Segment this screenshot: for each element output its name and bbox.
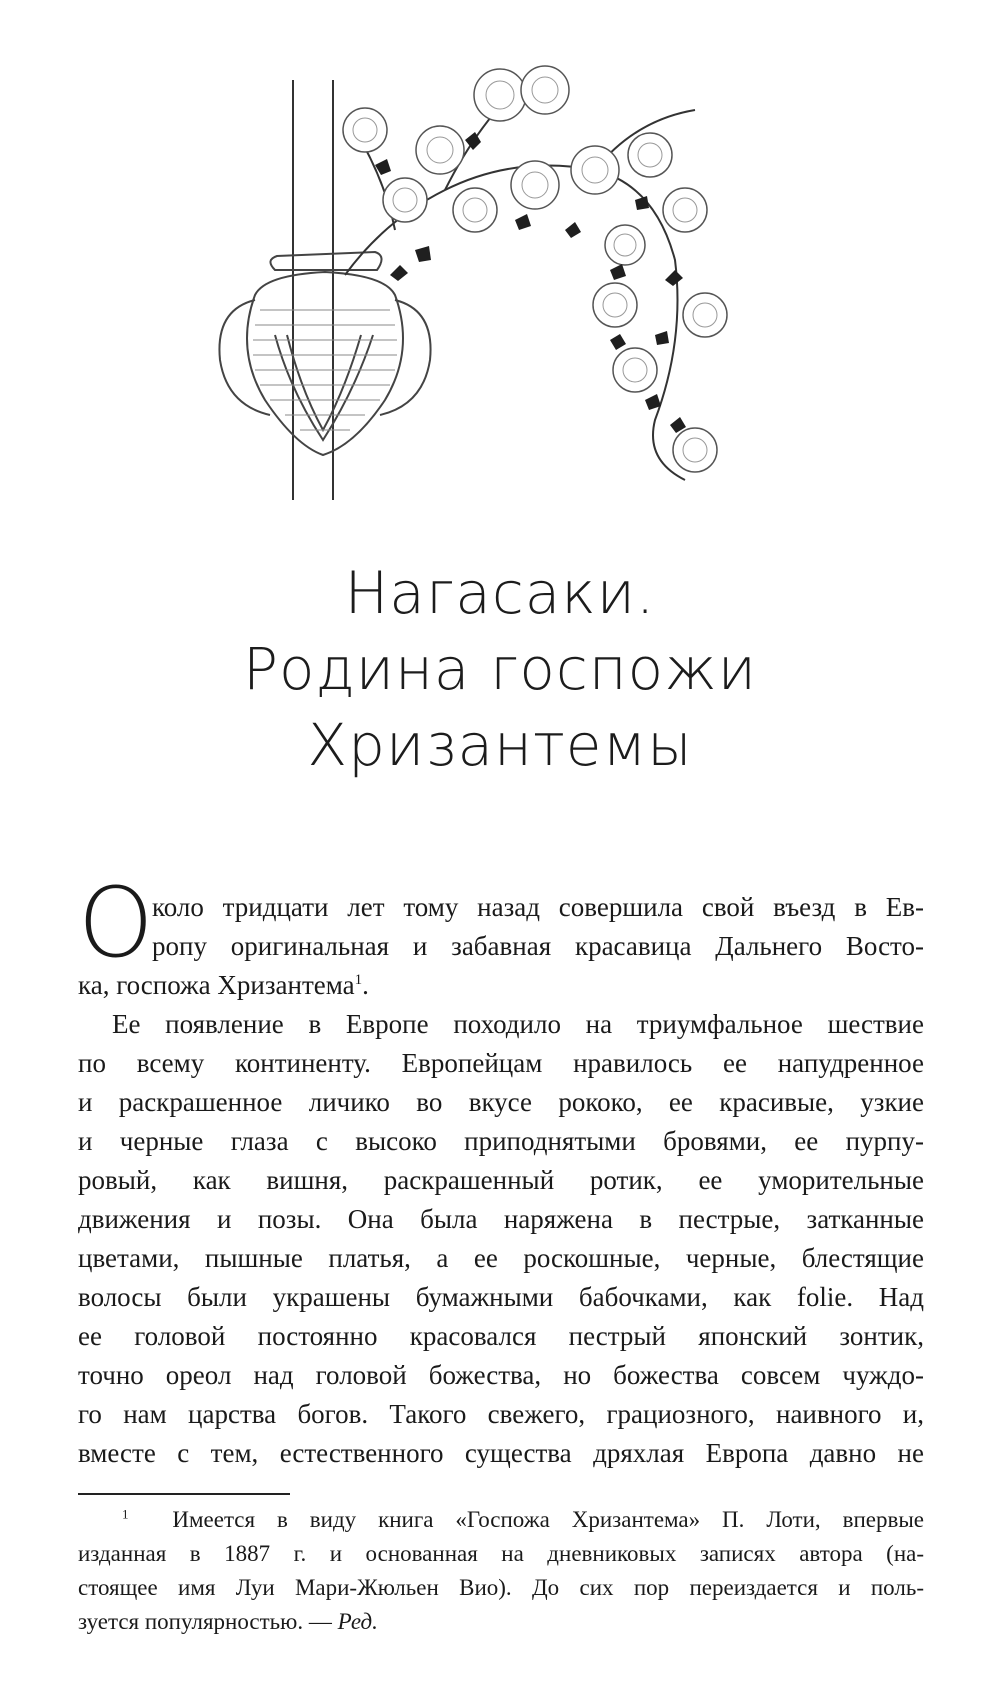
text-line xyxy=(78,966,924,1005)
chapter-title-line-3: Хризантемы xyxy=(307,711,693,779)
text-segment: . xyxy=(362,970,369,1000)
footnote-line xyxy=(78,1503,924,1537)
footnote-line xyxy=(78,1605,924,1639)
text-line: ропу оригинальная и забавная красавица Дальнего Восто- xyxy=(152,931,924,961)
text-segment: зуется популярностью. — xyxy=(78,1609,338,1634)
text-line: коло тридцати лет тому назад совершила свой въезд в Ев- xyxy=(152,892,924,922)
chapter-title-line-2: Родина госпожи xyxy=(243,635,757,703)
text-line: и раскрашенное личико во вкусе рококо, ее красивые, узкие xyxy=(78,1087,924,1117)
drop-cap: О xyxy=(78,867,154,979)
chapter-title-line-1: Нагасаки. xyxy=(344,559,656,627)
paragraph-1 xyxy=(78,888,924,1005)
footnote-line: стоящее имя Луи Мари-Жюльен Вио). До сих пор переиздается и поль- xyxy=(78,1575,924,1600)
text-line: го нам царства богов. Такого свежего, грациозного, наивного и, xyxy=(78,1399,924,1429)
chapter-title xyxy=(120,555,880,783)
text-line: движения и позы. Она была наряжена в пестрые, затканные xyxy=(78,1204,924,1234)
text-line: точно ореол над головой божества, но божества совсем чуждо- xyxy=(78,1360,924,1390)
text-line: и черные глаза с высоко приподнятыми бровями, ее пурпу- xyxy=(78,1126,924,1156)
text-line: Ее появление в Европе походило на триумфальное шествие xyxy=(112,1009,924,1039)
text-segment: ка, госпожа Хризантема xyxy=(78,970,355,1000)
chrysanthemum-vase-illustration xyxy=(215,60,815,530)
body-text xyxy=(78,888,924,1473)
footnote-divider xyxy=(78,1493,290,1495)
footnote-marker: 1 xyxy=(122,1506,129,1522)
text-line: цветами, пышные платья, а ее роскошные, черные, блестящие xyxy=(78,1243,924,1273)
text-segment: Имеется в виду книга «Госпожа Хризантема» П. Лоти, впервые xyxy=(172,1507,924,1532)
paragraph-2 xyxy=(78,1005,924,1473)
text-line: ровый, как вишня, раскрашенный ротик, ее уморительные xyxy=(78,1165,924,1195)
text-line: вместе с тем, естественного существа дряхлая Европа давно не xyxy=(78,1438,924,1468)
footnote-line: изданная в 1887 г. и основанная на дневниковых записях автора (на- xyxy=(78,1541,924,1566)
footnote xyxy=(78,1503,924,1639)
footnote-reference[interactable]: 1 xyxy=(354,972,363,988)
editor-note: Ред. xyxy=(337,1609,378,1634)
text-line: по всему континенту. Европейцам нравилось ее напудренное xyxy=(78,1048,924,1078)
text-line: ее головой постоянно красовался пестрый японский зонтик, xyxy=(78,1321,924,1351)
text-line: волосы были украшены бумажными бабочками, как folie. Над xyxy=(78,1282,924,1312)
